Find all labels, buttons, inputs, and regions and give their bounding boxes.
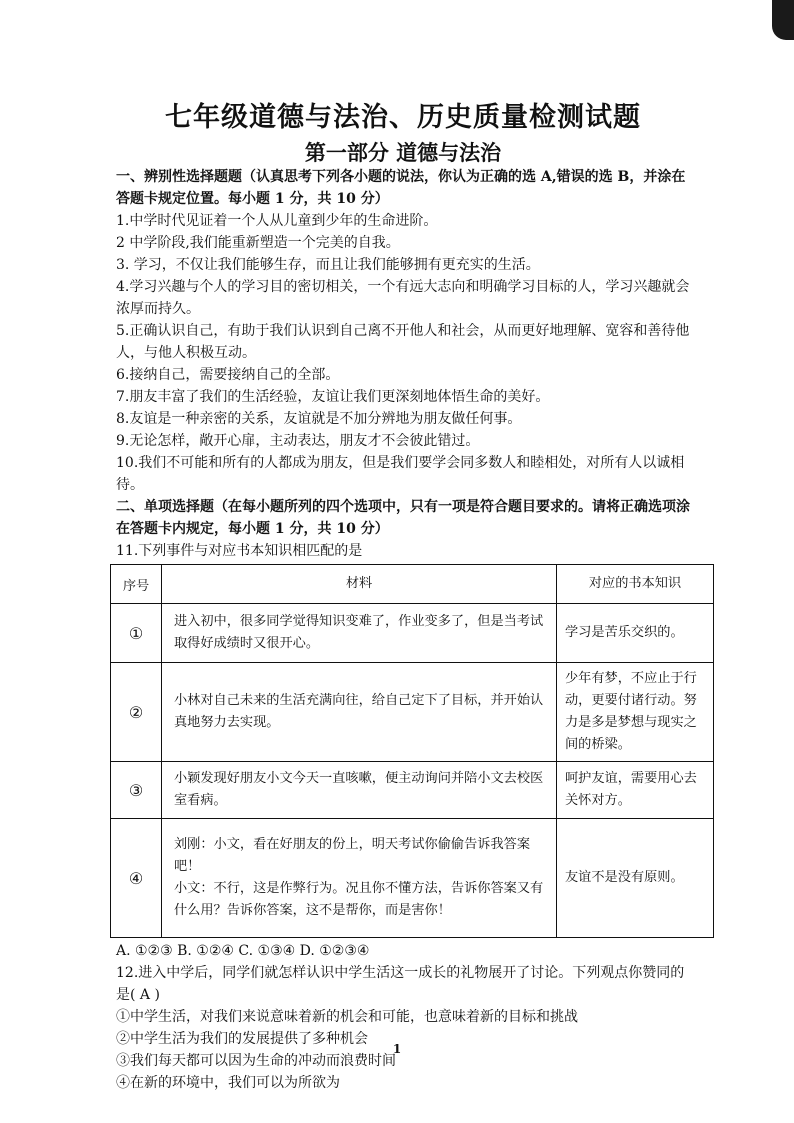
row-knowledge: 少年有梦，不应止于行动，更要付诸行动。努力是多是梦想与现实之间的桥梁。 [557,663,714,762]
corner-tab [772,0,794,40]
row-number: ③ [111,762,162,819]
statement: 7.朋友丰富了我们的生活经验，友谊让我们更深刻地体悟生命的美好。 [116,389,550,405]
header-knowledge: 对应的书本知识 [557,565,714,604]
header-no: 序号 [111,565,162,604]
row-knowledge: 学习是苦乐交织的。 [557,604,714,663]
statement: 8.友谊是一种亲密的关系，友谊就是不加分辨地为朋友做任何事。 [116,411,522,427]
q12-stem: 12.进入中学后，同学们就怎样认识中学生活这一成长的礼物展开了讨论。下列观点你赞同的是( A ) [116,965,685,1003]
statement: 5.正确认识自己，有助于我们认识到自己离不开他人和社会，从而更好地理解、宽容和善待他人，与他人积极互动。 [116,323,690,361]
table-row [111,819,714,938]
row-material: 小颖发现好朋友小文今天一直咳嗽，便主动询问并陪小文去校医室看病。 [162,762,557,819]
row-number: ② [111,663,162,762]
row-knowledge: 友谊不是没有原则。 [557,819,714,938]
exam-page [116,96,697,1094]
row-number: ④ [111,819,162,938]
row-material: 刘刚：小文，看在好朋友的份上，明天考试你偷偷告诉我答案吧！ 小文：不行，这是作弊行为。况且你不懂方法，告诉你答案又有什么用？告诉你答案，这不是帮你，而是害你！ [162,819,557,938]
q11-table [110,564,714,938]
statement: 2 中学阶段,我们能重新塑造一个完美的自我。 [116,235,400,251]
statement: 1.中学时代见证着一个人从儿童到少年的生命进阶。 [116,213,438,229]
exam-title: 七年级道德与法治、历史质量检测试题 [165,102,641,133]
row-knowledge: 呵护友谊，需要用心去关怀对方。 [557,762,714,819]
statement: 4.学习兴趣与个人的学习目的密切相关，一个有远大志向和明确学习目标的人，学习兴趣就会浓厚而持久。 [116,279,690,317]
statement: 9.无论怎样，敞开心扉，主动表达，朋友才不会彼此错过。 [116,433,480,449]
q12-choice: ②中学生活为我们的发展提供了多种机会 [116,1031,368,1047]
q12-choice: ③我们每天都可以因为生命的冲动而浪费时间 [116,1053,396,1069]
page-number: 1 [392,1042,402,1056]
table-row [111,762,714,819]
row-material: 小林对自己未来的生活充满向往，给自己定下了目标，并开始认真地努力去实现。 [162,663,557,762]
q11-options: A. ①②③ B. ①②④ C. ①③④ D. ①②③④ [116,943,370,959]
table-header-row [111,565,714,604]
section2-heading: 二、单项选择题（在每小题所列的四个选项中，只有一项是符合题目要求的。请将正确选项涂在答题卡内规定，每小题 1 分，共 10 分） [116,499,690,537]
statement: 3. 学习，不仅让我们能够生存，而且让我们能够拥有更充实的生活。 [116,257,540,273]
table-row [111,663,714,762]
q12-choice: ④在新的环境中，我们可以为所欲为 [116,1075,340,1091]
part-subtitle: 第一部分 道德与法治 [304,141,502,165]
row-number: ① [111,604,162,663]
header-material: 材料 [162,565,557,604]
statement: 6.接纳自己，需要接纳自己的全部。 [116,367,340,383]
q12-choice: ①中学生活，对我们来说意味着新的机会和可能，也意味着新的目标和挑战 [116,1009,578,1025]
section1-heading: 一、辨别性选择题题（认真思考下列各小题的说法，你认为正确的选 A,错误的选 B，并涂在答题卡规定位置。每小题 1 分，共 10 分） [116,169,686,207]
row-material: 进入初中，很多同学觉得知识变难了，作业变多了，但是当考试取得好成绩时又很开心。 [162,604,557,663]
statement: 10.我们不可能和所有的人都成为朋友，但是我们要学会同多数人和睦相处，对所有人以诚相待。 [116,455,685,493]
table-row [111,604,714,663]
q11-stem: 11.下列事件与对应书本知识相匹配的是 [116,543,363,559]
